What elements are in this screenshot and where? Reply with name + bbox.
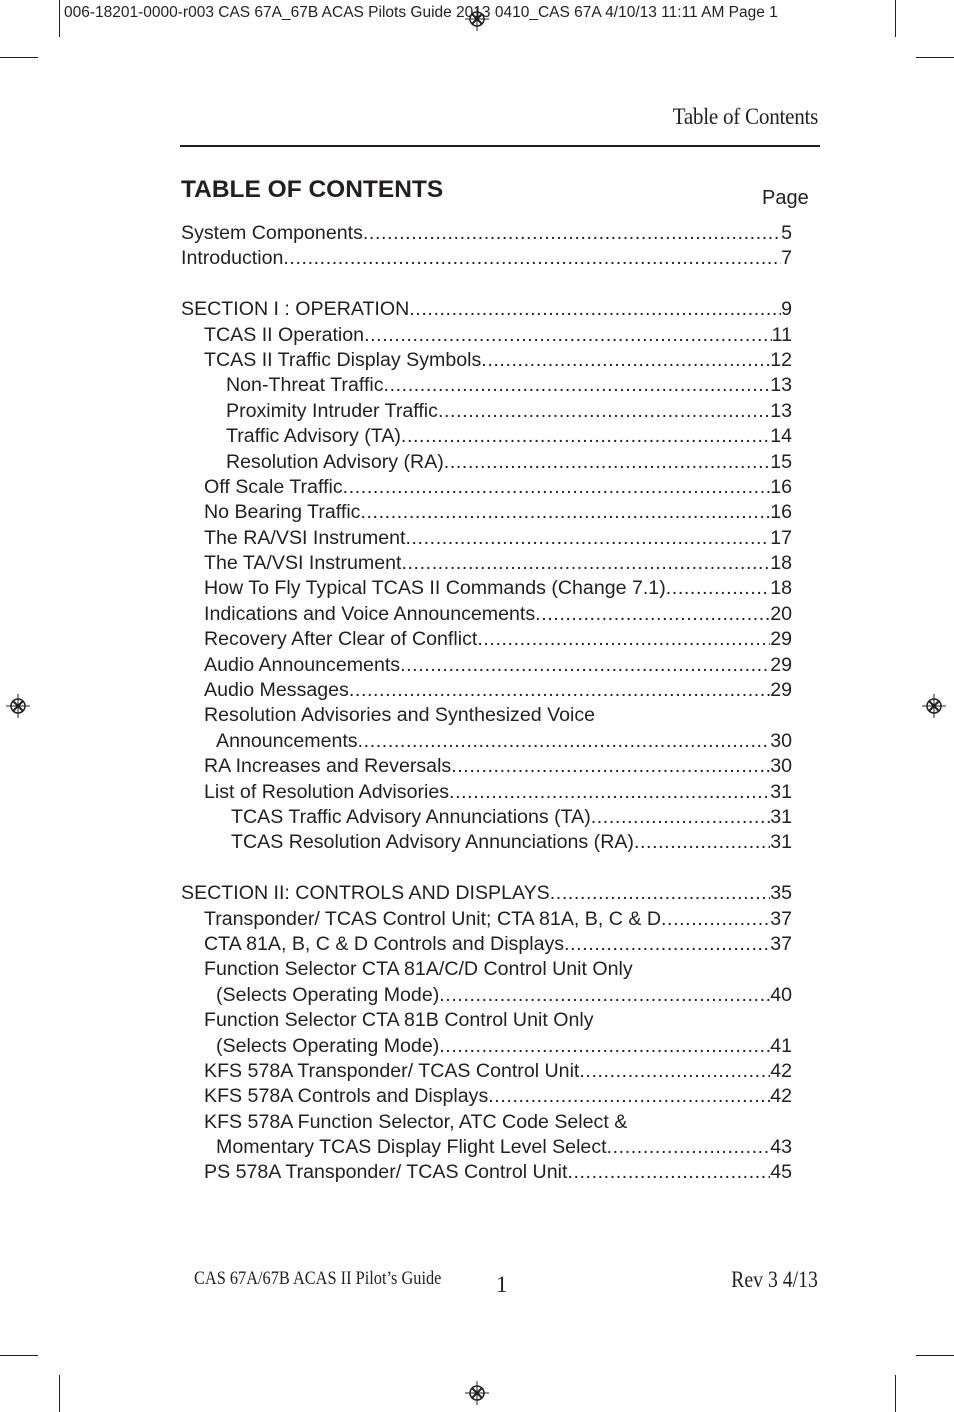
- toc-entry-page: 14: [770, 425, 792, 448]
- toc-entry[interactable]: [181, 399, 792, 424]
- toc-entry[interactable]: [181, 754, 792, 779]
- dot-leader: [343, 475, 771, 500]
- registration-mark-icon: [6, 694, 30, 718]
- dot-leader: [409, 297, 781, 322]
- dot-leader: [564, 932, 770, 957]
- registration-mark-icon: [922, 694, 946, 718]
- toc-entry-page: 30: [770, 755, 792, 778]
- toc-entry-title: Introduction: [181, 247, 284, 270]
- crop-mark: [59, 1375, 60, 1412]
- crop-mark: [916, 57, 954, 58]
- toc-entry[interactable]: [181, 830, 792, 855]
- crop-mark: [0, 57, 38, 58]
- toc-entry[interactable]: [181, 500, 792, 525]
- toc-entry[interactable]: [181, 881, 792, 906]
- dot-leader: [439, 983, 770, 1008]
- toc-entry[interactable]: [181, 729, 792, 754]
- toc-entry-title: KFS 578A Function Selector, ATC Code Select &: [204, 1110, 628, 1133]
- toc-entry[interactable]: [181, 1059, 792, 1084]
- toc-entry[interactable]: [181, 678, 792, 703]
- toc-entry-title: Transponder/ TCAS Control Unit; CTA 81A, B, C & D: [204, 907, 661, 930]
- toc-entry[interactable]: [181, 323, 792, 348]
- toc-entry-title: Function Selector CTA 81B Control Unit Only: [204, 1009, 594, 1032]
- toc-entry[interactable]: [181, 246, 792, 271]
- toc-entry-page: 29: [770, 679, 792, 702]
- dot-leader: [579, 1059, 770, 1084]
- dot-leader: [384, 373, 771, 398]
- page-column-label: Page: [762, 187, 809, 209]
- toc-entry-page: 29: [770, 628, 792, 651]
- toc-entry-title: TCAS Traffic Advisory Annunciations (TA): [231, 805, 591, 828]
- dot-leader: [661, 907, 770, 932]
- toc-entry-page: 42: [770, 1059, 792, 1082]
- dot-leader: [444, 450, 770, 475]
- toc-entry-title: Audio Announcements: [204, 653, 401, 676]
- dot-leader: [405, 526, 770, 551]
- crop-mark: [895, 1375, 896, 1412]
- toc-entry-title: Proximity Intruder Traffic: [226, 399, 438, 422]
- toc-entry-title: Announcements: [216, 729, 358, 752]
- dot-leader: [358, 729, 771, 754]
- toc-entry-page: 41: [770, 1034, 792, 1057]
- toc-entry-title: TCAS Resolution Advisory Annunciations (RA): [231, 831, 634, 854]
- toc-entry-title: The TA/VSI Instrument: [204, 552, 402, 575]
- section-spacer: [181, 856, 792, 881]
- dot-leader: [439, 1034, 770, 1059]
- toc-entry-title: SECTION II: CONTROLS AND DISPLAYS: [181, 882, 550, 905]
- toc-entry-title: How To Fly Typical TCAS II Commands (Change 7.1): [204, 577, 666, 600]
- toc-entry-page: 43: [770, 1136, 792, 1159]
- dot-leader: [401, 424, 770, 449]
- dot-leader: [607, 1135, 771, 1160]
- footer-page-number: 1: [496, 1272, 508, 1297]
- toc-entry-page: 42: [770, 1085, 792, 1108]
- toc-entry-title: Non-Threat Traffic: [226, 374, 384, 397]
- dot-leader: [283, 246, 781, 271]
- footer-revision: Rev 3 4/13: [731, 1267, 818, 1292]
- toc-entry-page: 40: [770, 983, 792, 1006]
- dot-leader: [591, 805, 770, 830]
- toc-entry-title: Off Scale Traffic: [204, 475, 343, 498]
- dot-leader: [363, 221, 781, 246]
- toc-entry-page: 45: [770, 1161, 792, 1184]
- toc-entry[interactable]: [181, 221, 792, 246]
- toc-entry-title: Momentary TCAS Display Flight Level Select: [216, 1136, 607, 1159]
- toc-entry[interactable]: [181, 932, 792, 957]
- toc-entry-title: Audio Messages: [204, 679, 349, 702]
- toc-entry-page: 37: [770, 907, 792, 930]
- running-head: Table of Contents: [672, 104, 818, 129]
- dot-leader: [349, 678, 770, 703]
- toc-entry[interactable]: [181, 780, 792, 805]
- toc-entry-title: RA Increases and Reversals: [204, 755, 452, 778]
- toc-entry[interactable]: [181, 450, 792, 475]
- toc-entry-page: 17: [770, 526, 792, 549]
- toc-entry-page: 31: [770, 780, 792, 803]
- toc-entry[interactable]: [181, 1110, 792, 1135]
- dot-leader: [451, 754, 770, 779]
- toc-entry[interactable]: [181, 576, 792, 601]
- dot-leader: [535, 602, 770, 627]
- dot-leader: [477, 627, 770, 652]
- toc-entry-page: 30: [770, 729, 792, 752]
- dot-leader: [364, 323, 772, 348]
- section-spacer: [181, 272, 792, 297]
- toc-entry-page: 35: [770, 882, 792, 905]
- toc-entry-title: TCAS II Traffic Display Symbols: [204, 348, 482, 371]
- toc-entry-page: 16: [770, 475, 792, 498]
- toc-entry[interactable]: [181, 475, 792, 500]
- dot-leader: [438, 399, 770, 424]
- toc-entry-title: Resolution Advisory (RA): [226, 450, 444, 473]
- toc-entry-page: 13: [770, 374, 792, 397]
- toc-entry[interactable]: [181, 703, 792, 728]
- toc-entry[interactable]: [181, 1084, 792, 1109]
- registration-mark-icon: [465, 7, 489, 31]
- dot-leader: [449, 780, 770, 805]
- toc-entry[interactable]: [181, 1034, 792, 1059]
- toc-entry[interactable]: [181, 551, 792, 576]
- toc-entry-title: KFS 578A Transponder/ TCAS Control Unit: [204, 1059, 580, 1082]
- toc-entry-page: 31: [770, 805, 792, 828]
- dot-leader: [400, 653, 770, 678]
- toc-entry[interactable]: [181, 627, 792, 652]
- toc-entry-page: 29: [770, 653, 792, 676]
- toc-entry-page: 37: [770, 932, 792, 955]
- crop-mark: [59, 0, 60, 37]
- toc-title: TABLE OF CONTENTS: [181, 176, 444, 203]
- dot-leader: [567, 1160, 770, 1185]
- toc-entry-page: 11: [771, 323, 792, 346]
- toc-entry-title: No Bearing Traffic: [204, 501, 361, 524]
- toc-entry-title: PS 578A Transponder/ TCAS Control Unit: [204, 1161, 568, 1184]
- toc-entry-page: 18: [770, 552, 792, 575]
- toc-entry-page: 31: [770, 831, 792, 854]
- crop-mark: [916, 1355, 954, 1356]
- toc-entry-page: 12: [770, 348, 792, 371]
- toc-list: [181, 221, 792, 1186]
- toc-entry-title: The RA/VSI Instrument: [204, 526, 406, 549]
- crop-mark: [0, 1355, 38, 1356]
- registration-mark-icon: [465, 1381, 489, 1405]
- toc-entry-title: Function Selector CTA 81A/C/D Control Unit Only: [204, 958, 633, 981]
- toc-entry-title: System Components: [181, 222, 363, 244]
- toc-entry[interactable]: [181, 983, 792, 1008]
- dot-leader: [488, 1084, 770, 1109]
- toc-entry[interactable]: [181, 1008, 792, 1033]
- toc-entry-page: 13: [770, 399, 792, 422]
- crop-mark: [895, 0, 896, 37]
- toc-entry[interactable]: [181, 373, 792, 398]
- dot-leader: [634, 830, 770, 855]
- toc-entry[interactable]: [181, 907, 792, 932]
- header-rule: [180, 145, 820, 147]
- printer-slug-line: 006-18201-0000-r003 CAS 67A_67B ACAS Pilots Guide 2013 0410_CAS 67A 4/10/13 11:11 AM Page 1: [64, 4, 778, 21]
- toc-entry[interactable]: [181, 424, 792, 449]
- toc-entry-page: 18: [770, 577, 792, 600]
- toc-entry-title: Recovery After Clear of Conflict: [204, 628, 478, 651]
- toc-entry[interactable]: [181, 805, 792, 830]
- toc-entry-title: (Selects Operating Mode): [216, 1034, 440, 1057]
- dot-leader: [481, 348, 770, 373]
- toc-entry-title: Indications and Voice Announcements: [204, 602, 536, 625]
- toc-entry-title: Traffic Advisory (TA): [226, 425, 401, 448]
- toc-entry[interactable]: [181, 297, 792, 322]
- toc-entry-title: List of Resolution Advisories: [204, 780, 450, 803]
- dot-leader: [550, 881, 770, 906]
- dot-leader: [360, 500, 770, 525]
- dot-leader: [401, 551, 770, 576]
- toc-entry-page: 20: [770, 602, 792, 625]
- toc-entry-page: 9: [781, 298, 792, 321]
- toc-entry[interactable]: [181, 602, 792, 627]
- toc-entry[interactable]: [181, 348, 792, 373]
- toc-entry-page: 5: [781, 222, 792, 244]
- toc-entry-title: CTA 81A, B, C & D Controls and Displays: [204, 932, 565, 955]
- toc-entry-title: KFS 578A Controls and Displays: [204, 1085, 489, 1108]
- toc-entry-page: 15: [770, 450, 792, 473]
- toc-entry-title: (Selects Operating Mode): [216, 983, 440, 1006]
- toc-entry[interactable]: [181, 1135, 792, 1160]
- toc-entry-title: TCAS II Operation: [204, 323, 365, 346]
- toc-entry[interactable]: [181, 653, 792, 678]
- toc-entry-page: 16: [770, 501, 792, 524]
- toc-entry-title: SECTION I : OPERATION: [181, 298, 410, 321]
- toc-entry[interactable]: [181, 957, 792, 982]
- footer-guide-title: CAS 67A/67B ACAS II Pilot’s Guide: [194, 1268, 442, 1289]
- toc-entry[interactable]: [181, 1160, 792, 1185]
- toc-entry-page: 7: [781, 247, 792, 270]
- dot-leader: [666, 576, 770, 601]
- toc-entry[interactable]: [181, 526, 792, 551]
- toc-entry-title: Resolution Advisories and Synthesized Voice: [204, 704, 596, 727]
